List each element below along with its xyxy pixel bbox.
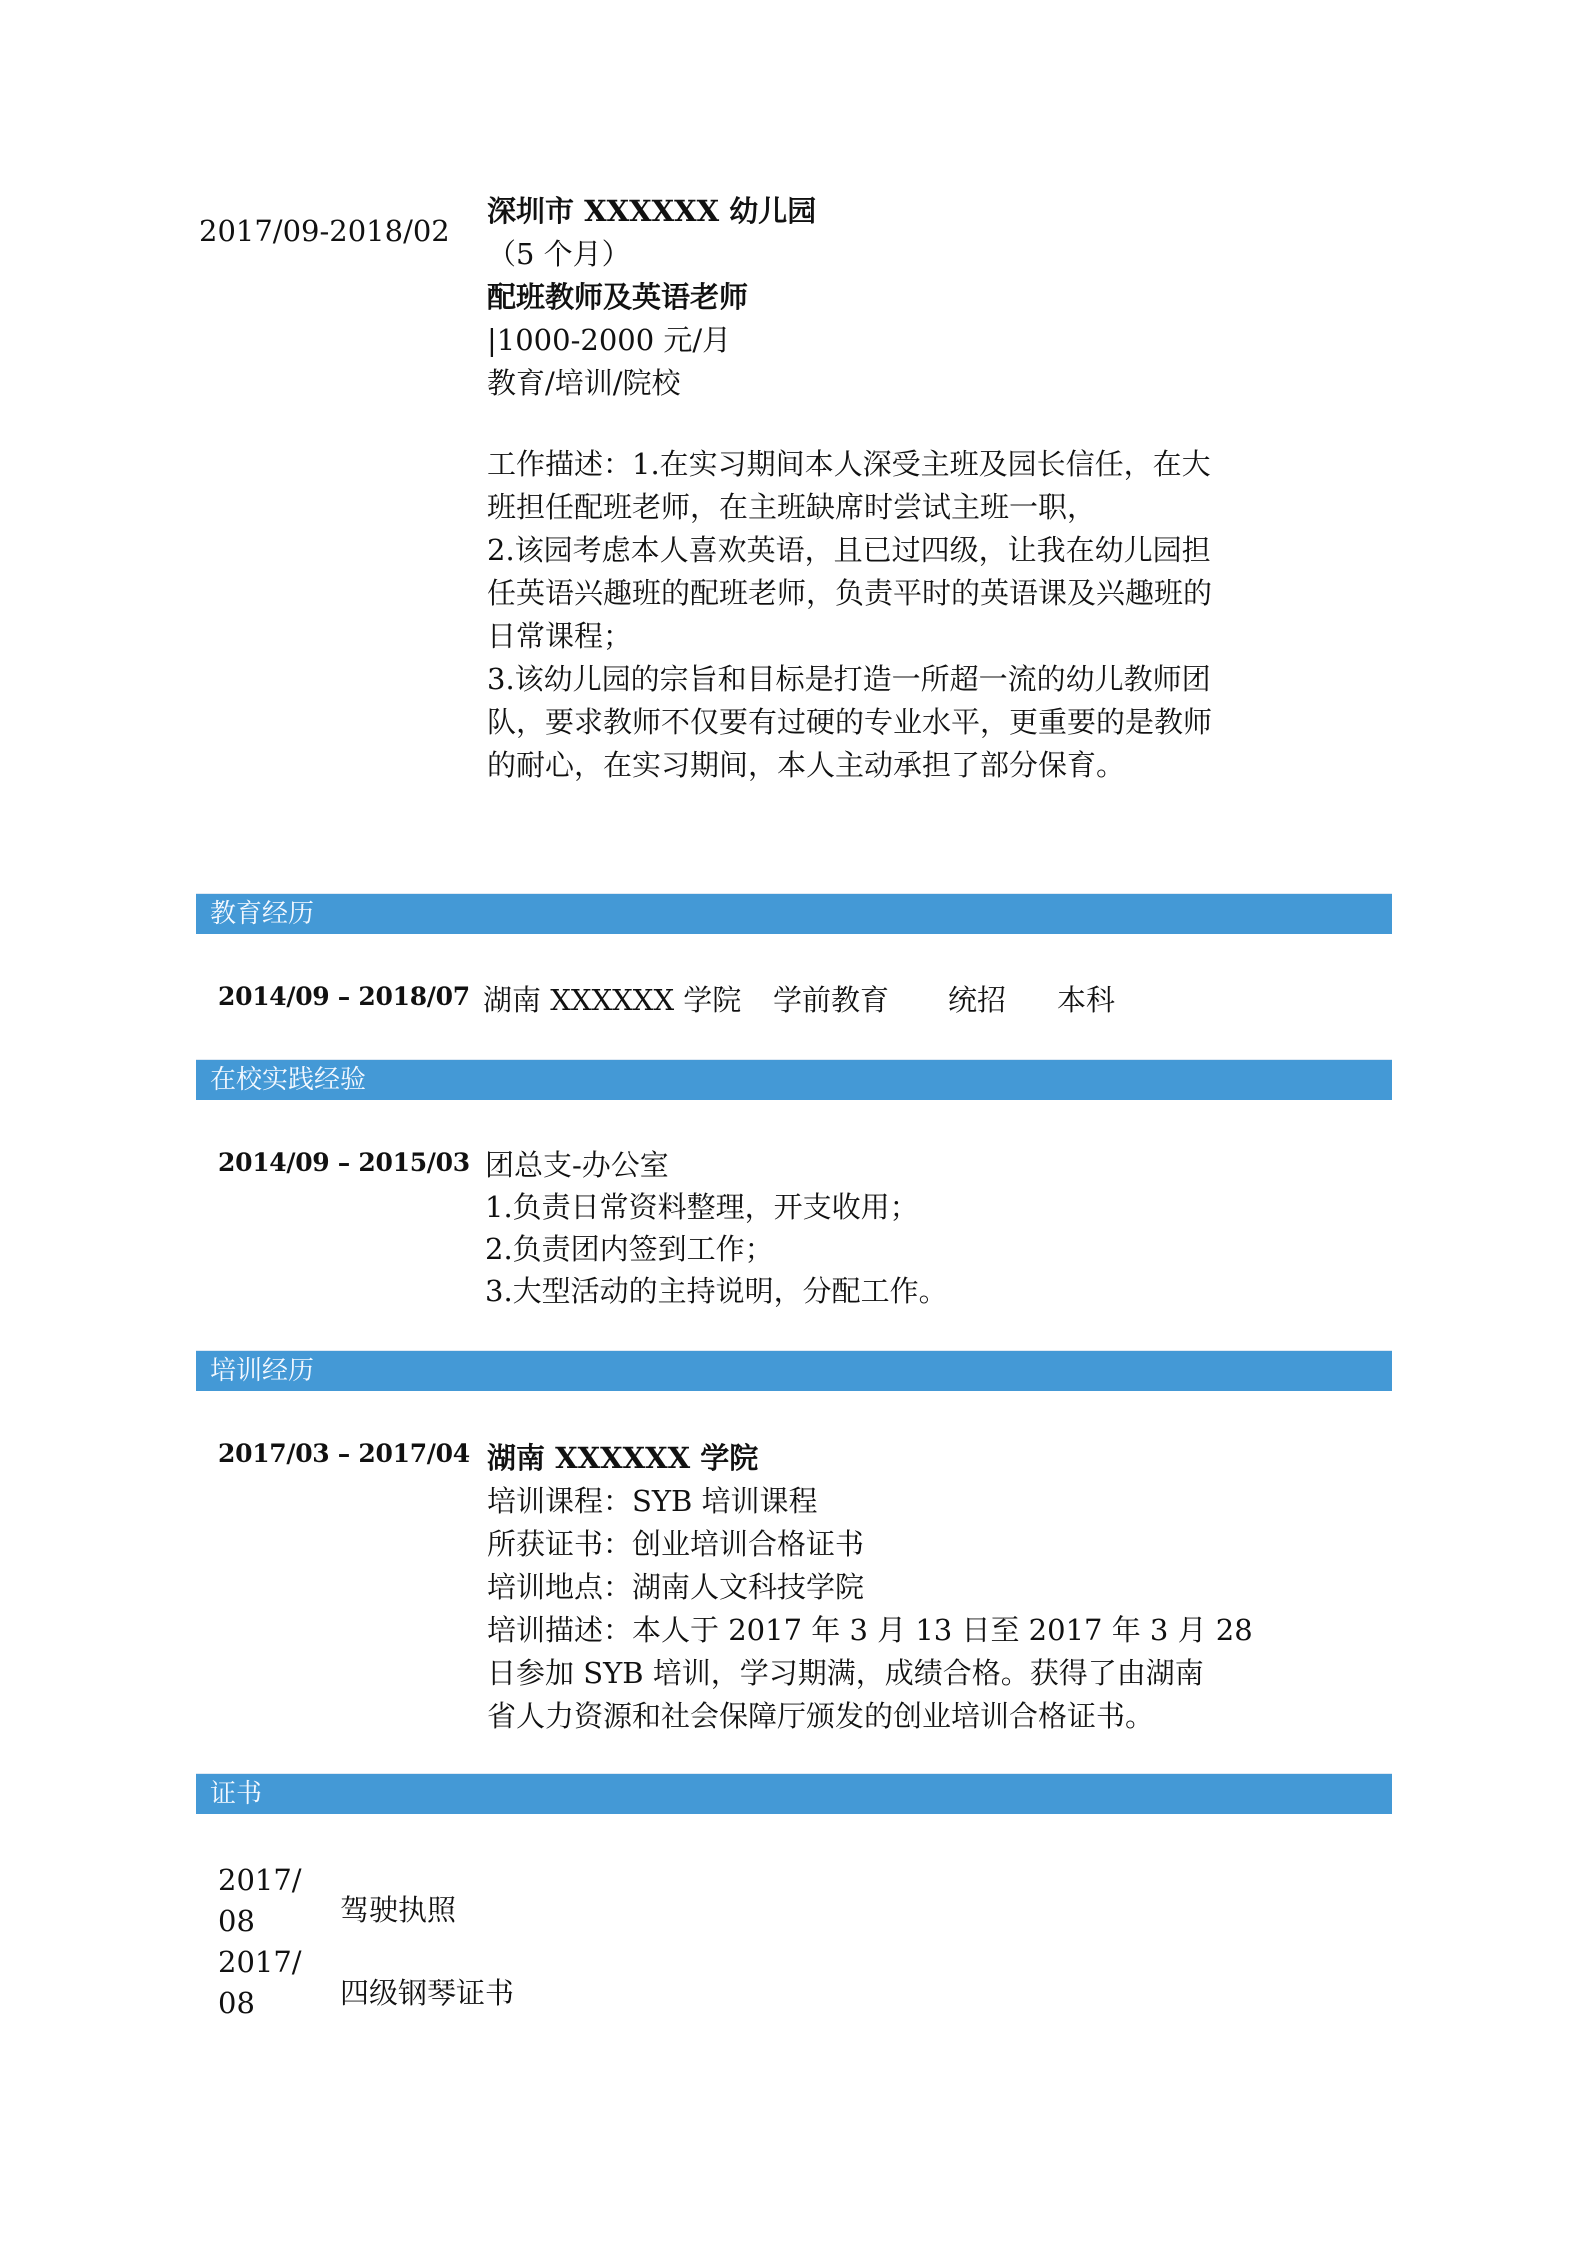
section-title: 教育经历 (210, 899, 315, 929)
work-entry (487, 190, 1347, 787)
work-company: 深圳市 XXXXXX 幼儿园 (487, 194, 817, 228)
section-header-training (196, 1350, 1392, 1391)
work-duration: （5 个月） (487, 237, 631, 271)
work-industry: 教育/培训/院校 (487, 366, 681, 400)
practice-item: 1.负责日常资料整理，开支收用； (485, 1190, 919, 1224)
training-certificate: 所获证书：创业培训合格证书 (487, 1527, 865, 1561)
section-title: 证书 (210, 1779, 263, 1809)
work-description-line: 的耐心，在实习期间，本人主动承担了部分保育。 (487, 748, 1126, 782)
training-entry (487, 1437, 1253, 1738)
work-date: 2017/09-2018/02 (199, 214, 450, 248)
work-description (487, 443, 1347, 787)
section-header-certificates (196, 1773, 1392, 1814)
work-description-line: 队，要求教师不仅要有过硬的专业水平，更重要的是教师 (487, 705, 1213, 739)
training-date: 2017/03 – 2017/04 (218, 1439, 470, 1468)
education-major: 学前教育 (773, 983, 890, 1017)
training-institution: 湖南 XXXXXX 学院 (487, 1441, 759, 1475)
work-description-line: 任英语兴趣班的配班老师，负责平时的英语课及兴趣班的 (487, 576, 1213, 610)
training-description-line: 省人力资源和社会保障厅颁发的创业培训合格证书。 (487, 1699, 1155, 1733)
section-title: 在校实践经验 (210, 1065, 367, 1095)
certificate-name: 驾驶执照 (340, 1893, 457, 1927)
certificate-date: 2017/ 08 (218, 1863, 302, 1938)
education-date: 2014/09 – 2018/07 (218, 982, 470, 1011)
training-description-line: 培训描述：本人于 2017 年 3 月 13 日至 2017 年 3 月 28 (487, 1613, 1253, 1647)
certificate-date: 2017/ 08 (218, 1945, 302, 2020)
section-title: 培训经历 (210, 1356, 315, 1386)
work-description-line: 2.该园考虑本人喜欢英语，且已过四级，让我在幼儿园担 (487, 533, 1211, 567)
certificate-name: 四级钢琴证书 (340, 1976, 515, 2010)
work-description-line: 3.该幼儿园的宗旨和目标是打造一所超一流的幼儿教师团 (487, 662, 1211, 696)
training-location: 培训地点：湖南人文科技学院 (487, 1570, 865, 1604)
section-header-practice (196, 1059, 1392, 1100)
work-position: 配班教师及英语老师 (487, 280, 749, 314)
practice-item: 3.大型活动的主持说明，分配工作。 (485, 1274, 948, 1308)
training-course: 培训课程：SYB 培训课程 (487, 1484, 818, 1518)
work-salary: |1000-2000 元/月 (487, 323, 732, 357)
work-description-line: 工作描述：1.在实习期间本人深受主班及园长信任，在大 (487, 447, 1211, 481)
training-description-line: 日参加 SYB 培训，学习期满，成绩合格。获得了由湖南 (487, 1656, 1204, 1690)
work-description-line: 日常课程； (487, 619, 633, 653)
education-school: 湖南 XXXXXX 学院 (483, 983, 742, 1017)
section-header-education (196, 893, 1392, 934)
education-degree: 本科 (1057, 983, 1116, 1017)
practice-entry (485, 1144, 948, 1312)
practice-item: 2.负责团内签到工作； (485, 1232, 774, 1266)
education-enrollment: 统招 (948, 983, 1007, 1017)
work-description-line: 班担任配班老师，在主班缺席时尝试主班一职， (487, 490, 1097, 524)
practice-org: 团总支-办公室 (485, 1148, 669, 1182)
practice-date: 2014/09 – 2015/03 (218, 1148, 470, 1177)
